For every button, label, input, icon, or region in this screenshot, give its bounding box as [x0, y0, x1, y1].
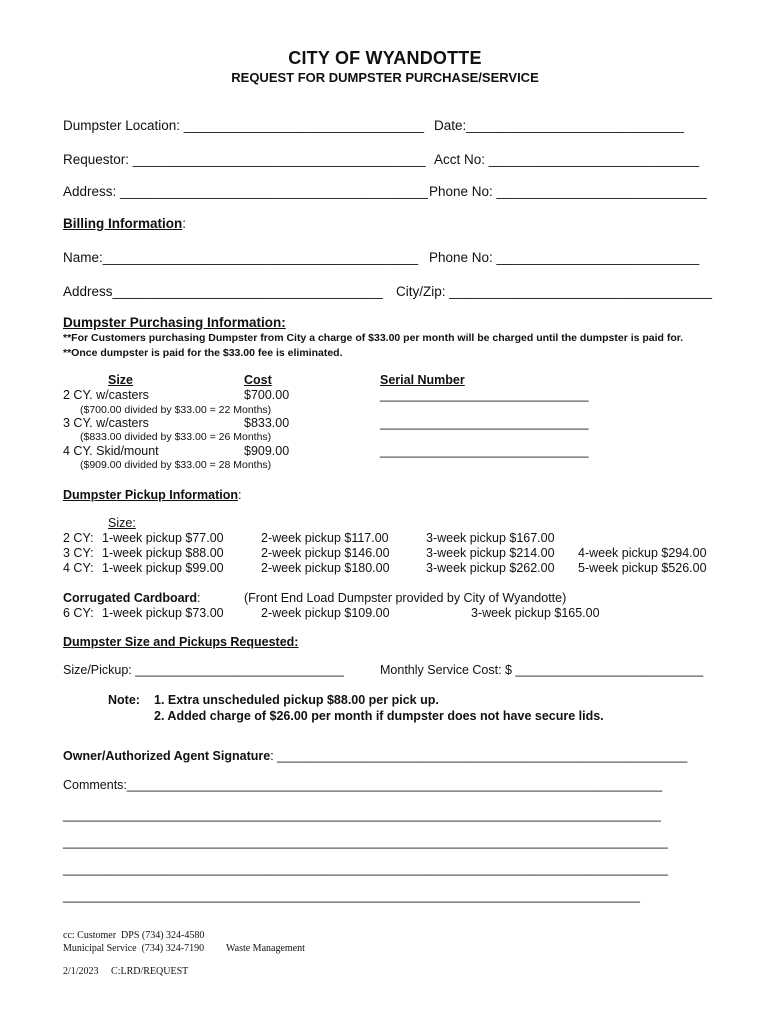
pickup-row-week3: 3-week pickup $167.00 [426, 531, 555, 545]
dumpster-location-field[interactable]: Dumpster Location: ________________________________ [63, 118, 425, 133]
comments-field[interactable]: Comments:_____________________________________________________________________________ [63, 778, 663, 792]
serial-number-field[interactable]: ______________________________ [380, 444, 589, 458]
serial-number-field[interactable]: ______________________________ [380, 388, 589, 402]
comment-line[interactable]: ______________________________________________________________________________________ [63, 808, 661, 822]
signature-line[interactable]: : ___________________________________________________________ [270, 749, 688, 763]
billing-heading-colon: : [182, 216, 187, 231]
monthly-cost-field[interactable]: Monthly Service Cost: $ ___________________________ [380, 663, 704, 677]
item-size: 2 CY. w/casters [63, 388, 149, 402]
item-cost: $700.00 [244, 388, 290, 402]
note-label: Note: [108, 693, 140, 707]
item-cost: $909.00 [244, 444, 290, 458]
item-calculation: ($833.00 divided by $33.00 = 26 Months) [80, 431, 272, 443]
note-line-2: 2. Added charge of $26.00 per month if dumpster does not have secure lids. [154, 709, 604, 723]
signature-field[interactable] [63, 749, 687, 763]
acct-no-field[interactable]: Acct No: ____________________________ [434, 152, 699, 167]
cardboard-note: (Front End Load Dumpster provided by City of Wyandotte) [244, 591, 567, 605]
cardboard-label-text: Corrugated Cardboard [63, 591, 198, 605]
pickup-row-week4: 4-week pickup $294.00 [578, 546, 707, 560]
item-calculation: ($909.00 divided by $33.00 = 28 Months) [80, 459, 272, 471]
billing-heading-text: Billing Information [63, 216, 183, 231]
cardboard-label [63, 591, 201, 605]
cardboard-week2: 2-week pickup $109.00 [261, 606, 390, 620]
date-field[interactable]: Date:_____________________________ [434, 118, 685, 133]
pickup-row-week2: 2-week pickup $180.00 [261, 561, 390, 575]
footer-cc-line-1: cc: Customer DPS (734) 324-4580 [63, 930, 205, 941]
serial-number-field[interactable]: ______________________________ [380, 416, 589, 430]
note-line-1: 1. Extra unscheduled pickup $88.00 per pick up. [154, 693, 439, 707]
pickup-row-size: 4 CY: [63, 561, 94, 575]
item-size: 3 CY. w/casters [63, 416, 149, 430]
cardboard-label-colon: : [197, 591, 201, 605]
item-cost: $833.00 [244, 416, 290, 430]
comment-line[interactable]: _______________________________________________________________________________________ [63, 862, 668, 876]
pickup-heading-text: Dumpster Pickup Information [63, 488, 239, 502]
item-size: 4 CY. Skid/mount [63, 444, 159, 458]
col-cost-header: Cost [244, 373, 272, 387]
form-subtitle: REQUEST FOR DUMPSTER PURCHASE/SERVICE [231, 70, 539, 85]
pickup-row-size: 3 CY: [63, 546, 94, 560]
comment-line[interactable]: _______________________________________________________________________________________ [63, 835, 668, 849]
signature-label: Owner/Authorized Agent Signature [63, 749, 271, 763]
purchasing-heading: Dumpster Purchasing Information: [63, 315, 286, 330]
pickup-heading-colon: : [238, 488, 242, 502]
col-serial-header: Serial Number [380, 373, 465, 387]
cardboard-size: 6 CY: [63, 606, 94, 620]
size-pickup-field[interactable]: Size/Pickup: ______________________________ [63, 663, 344, 677]
footer-revision: 2/1/2023 C:LRD/REQUEST [63, 966, 189, 977]
billing-phone-field[interactable]: Phone No: ___________________________ [429, 250, 700, 265]
pickup-heading [63, 488, 242, 502]
pickup-row-week3: 3-week pickup $262.00 [426, 561, 555, 575]
pickup-row-week5: 5-week pickup $526.00 [578, 561, 707, 575]
requested-heading: Dumpster Size and Pickups Requested: [63, 635, 299, 649]
purchasing-note-1: **For Customers purchasing Dumpster from City a charge of $33.00 per month will be charged until the dumpster is paid for. [63, 332, 684, 344]
pickup-row-size: 2 CY: [63, 531, 94, 545]
billing-heading [63, 216, 186, 231]
billing-address-field[interactable]: Address____________________________________ [63, 284, 383, 299]
phone-no-field[interactable]: Phone No: ____________________________ [429, 184, 707, 199]
pickup-row-week3: 3-week pickup $214.00 [426, 546, 555, 560]
footer-waste: Waste Management [226, 943, 305, 954]
cardboard-week3: 3-week pickup $165.00 [471, 606, 600, 620]
comment-line[interactable]: ___________________________________________________________________________________ [63, 889, 641, 903]
purchasing-note-2: **Once dumpster is paid for the $33.00 fee is eliminated. [63, 347, 343, 359]
pickup-row-week1: 1-week pickup $77.00 [102, 531, 224, 545]
pickup-row-week2: 2-week pickup $146.00 [261, 546, 390, 560]
requestor-field[interactable]: Requestor: _______________________________________ [63, 152, 426, 167]
pickup-size-label: Size: [108, 516, 136, 530]
address-field[interactable]: Address: _________________________________________ [63, 184, 428, 199]
billing-city-zip-field[interactable]: City/Zip: ___________________________________ [396, 284, 713, 299]
pickup-row-week1: 1-week pickup $88.00 [102, 546, 224, 560]
footer-cc-line-2: Municipal Service (734) 324-7190 [63, 943, 205, 954]
pickup-row-week2: 2-week pickup $117.00 [261, 531, 389, 545]
col-size-header: Size [108, 373, 134, 387]
cardboard-week1: 1-week pickup $73.00 [102, 606, 224, 620]
item-calculation: ($700.00 divided by $33.00 = 22 Months) [80, 404, 272, 416]
billing-name-field[interactable]: Name:__________________________________________ [63, 250, 419, 265]
pickup-row-week1: 1-week pickup $99.00 [102, 561, 224, 575]
form-title: CITY OF WYANDOTTE [288, 48, 482, 68]
